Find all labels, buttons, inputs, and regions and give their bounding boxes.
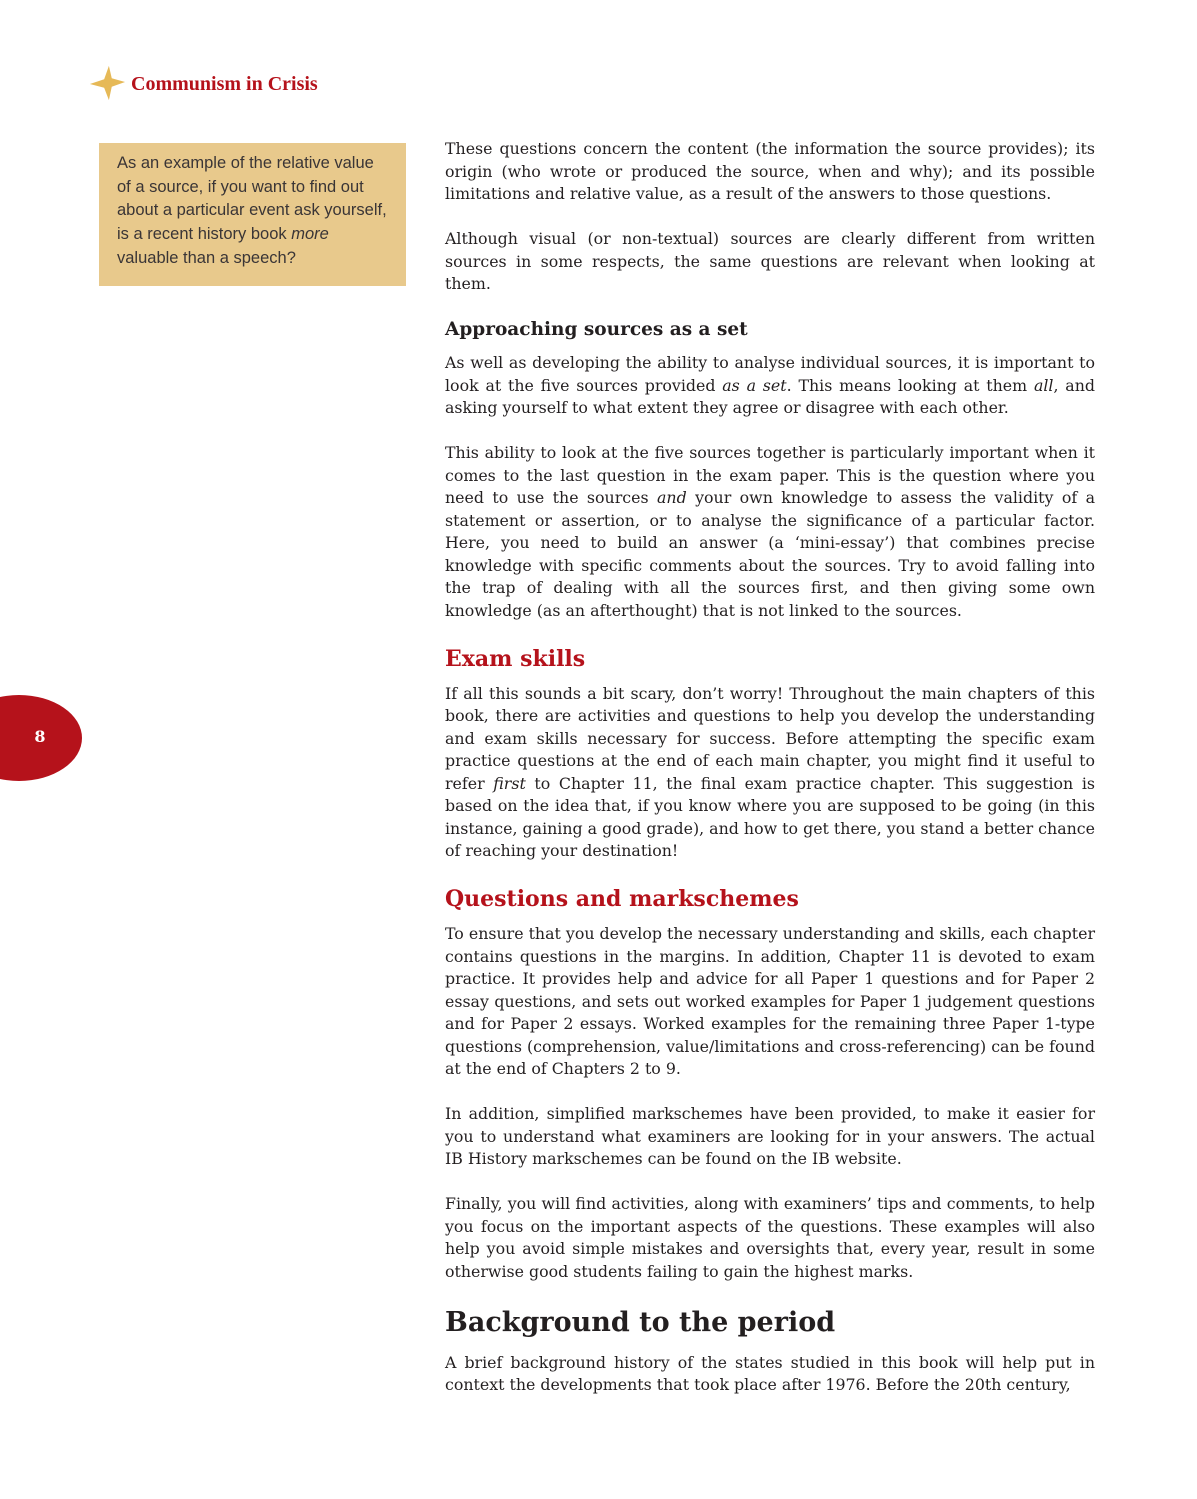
main-column [445, 138, 1095, 1397]
paragraph: Finally, you will find activities, along with examiners’ tips and comments, to help you focus on the important aspects of the questions. These examples will also help you avoid simple mistakes and oversights that, every year, result in some otherwise good students failing to gain the highest marks. [445, 1194, 1095, 1281]
margin-note [99, 143, 406, 286]
book-title: Communism in Crisis [131, 72, 318, 95]
paragraph: A brief background history of the states studied in this book will help put in context the developments that took place after 1976. Before the 20th century, [445, 1352, 1095, 1394]
paragraph: To ensure that you develop the necessary understanding and skills, each chapter contains questions in the margins. In addition, Chapter 11 is devoted to exam practice. It provides help and advice for all Paper 1 questions and for Paper 2 essay questions, and sets out worked examples for Paper 1 judgement questions and for Paper 2 essays. Worked examples for the remaining three Paper 1-type questions (comprehension, value/limitations and cross-referencing) can be found at the end of Chapters 2 to 9. [445, 924, 1095, 1078]
paragraph: This ability to look at the five sources together is particularly important when it comes to the last question in the exam paper. This is the question where you need to use the sources and your own knowledge to assess the validity of a statement or assertion, or to analyse the significance of a particular factor. Here, you need to build an answer (a ‘mini-essay’) that combines precise knowledge with specific comments about the sources. Try to avoid falling into the trap of dealing with all the sources first, and then giving some own knowledge (as an afterthought) that is not linked to the sources. [445, 443, 1095, 620]
section-heading: Questions and markschemes [445, 886, 799, 912]
page-number: 8 [34, 727, 46, 746]
paragraph: These questions concern the content (the information the source provides); its origin (who wrote or produced the source, when and why); and its possible limitations and relative value, as a result of the answers to those questions. [445, 139, 1095, 203]
margin-note-text: As an example of the relative value of a source, if you want to find out about a particular event ask yourself, is a recent history book more valuable than a speech? [117, 154, 387, 267]
section-heading: Background to the period [445, 1306, 836, 1338]
star-icon [88, 64, 126, 102]
paragraph: Although visual (or non-textual) sources are clearly different from written sources in some respects, the same questions are relevant when looking at them. [445, 229, 1095, 293]
paragraph: If all this sounds a bit scary, don’t worry! Throughout the main chapters of this book, there are activities and questions to help you develop the understanding and exam skills necessary for success. Before attempting the specific exam practice questions at the end of each main chapter, you might find it useful to refer first to Chapter 11, the final exam practice chapter. This suggestion is based on the idea that, if you know where you are supposed to be going (in this instance, gaining a good grade), and how to get there, you stand a better chance of reaching your destination! [445, 683, 1095, 860]
section-heading: Exam skills [445, 645, 586, 672]
running-header [88, 64, 318, 102]
paragraph: As well as developing the ability to analyse individual sources, it is important to look at the five sources provided as a set. This means looking at them all, and asking yourself to what extent they agree or disagree with each other. [445, 353, 1096, 417]
paragraph: In addition, simplified markschemes have been provided, to make it easier for you to understand what examiners are looking for in your answers. The actual IB History markschemes can be found on the IB website. [445, 1104, 1095, 1168]
section-heading: Approaching sources as a set [445, 319, 748, 340]
